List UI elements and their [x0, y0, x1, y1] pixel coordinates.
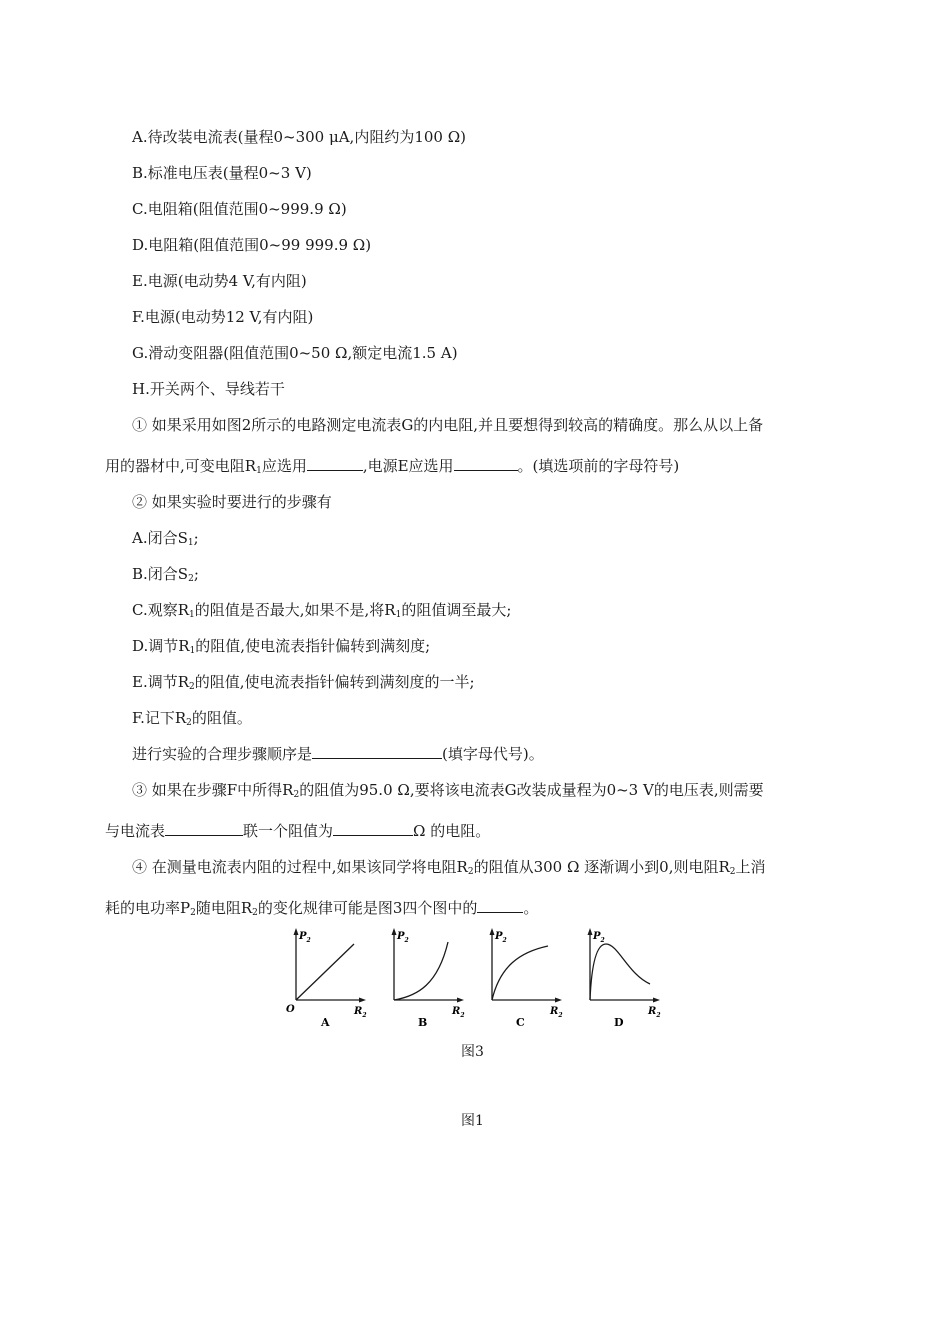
q2-step-a [132, 528, 199, 548]
q2-step-e [132, 672, 475, 692]
q3-line2 [105, 821, 490, 841]
q1-text-c: ,电源E应选用 [362, 457, 454, 475]
q3-blank-resistance[interactable] [333, 821, 413, 836]
graph-b-x-arrow [457, 998, 464, 1003]
step-c-sub: 1 [189, 610, 195, 620]
q2-order-post: (填字母代号)。 [442, 745, 544, 763]
q3-text-a: ③ 如果在步骤F中所得R [132, 781, 294, 799]
q4-sub: 2 [467, 867, 474, 877]
step-e-pre: E.调节R [132, 673, 190, 691]
q4-text-g: 。 [523, 899, 539, 917]
q3-blank-connection[interactable] [165, 821, 243, 836]
q4-line2 [105, 898, 538, 918]
graph-a-y-label: $P_2$ [299, 931, 311, 944]
equipment-f: F.电源(电动势12 V,有内阻) [132, 308, 314, 326]
q3-text-d: 联一个阻值为 [243, 822, 334, 840]
step-b-pre: B.闭合S [132, 565, 189, 583]
q2-step-b [132, 564, 199, 584]
graph-b-y-label: $P_2$ [397, 931, 409, 944]
equipment-d: D.电阻箱(阻值范围0~99 999.9 Ω) [132, 236, 372, 254]
graph-a-label: A [321, 1016, 330, 1029]
q2-step-d [132, 636, 430, 656]
graph-b-curve [394, 942, 448, 1000]
graph-d-label: D [614, 1016, 624, 1029]
q4-blank-answer[interactable] [477, 898, 523, 913]
q3-text-c: 与电流表 [105, 822, 166, 840]
equipment-c: C.电阻箱(阻值范围0~999.9 Ω) [132, 200, 347, 218]
graph-a-y-arrow [294, 928, 299, 935]
graph-a [282, 922, 377, 1032]
step-c-post2: 的阻值调至最大; [401, 601, 512, 619]
q3-text-b: 的阻值为95.0 Ω,要将该电流表G改装成量程为0~3 V的电压表,则需要 [299, 781, 764, 799]
step-a-sub: 1 [187, 538, 194, 548]
graph-c-y-label: $P_2$ [495, 931, 507, 944]
q3-line1 [132, 780, 764, 800]
graph-c [478, 922, 573, 1032]
step-c-sub2: 1 [395, 610, 402, 620]
q2-blank-order[interactable] [312, 744, 442, 759]
q2-order-pre: 进行实验的合理步骤顺序是 [132, 745, 313, 763]
q4-sub4: 2 [252, 908, 258, 918]
graph-c-x-arrow [555, 998, 562, 1003]
q4-line1 [132, 857, 766, 877]
step-d-post: 的阻值,使电流表指针偏转到满刻度; [195, 637, 431, 655]
q3-text-e: Ω 的电阻。 [413, 822, 491, 840]
step-e-sub: 2 [189, 682, 195, 692]
graph-d-x-arrow [653, 998, 660, 1003]
q4-text-a: ④ 在测量电流表内阻的过程中,如果该同学将电阻R [132, 858, 468, 876]
step-d-pre: D.调节R [132, 637, 190, 655]
q2-intro: ② 如果实验时要进行的步骤有 [132, 493, 332, 511]
graph-c-label: C [516, 1016, 525, 1029]
step-f-post: 的阻值。 [191, 709, 252, 727]
graph-b-label: B [418, 1016, 428, 1029]
graph-c-y-arrow [490, 928, 495, 935]
graph-d-y-label: $P_2$ [593, 931, 605, 944]
graph-d-x-label: $R_2$ [648, 1006, 661, 1019]
equipment-e: E.电源(电动势4 V,有内阻) [132, 272, 307, 290]
q1-blank-e[interactable] [454, 456, 518, 471]
step-d-sub: 1 [189, 646, 196, 656]
equipment-b: B.标准电压表(量程0~3 V) [132, 164, 312, 182]
q1-text-a: 用的器材中,可变电阻R [105, 457, 257, 475]
q1-line1: ① 如果采用如图2所示的电路测定电流表G的内电阻,并且要想得到较高的精确度。那么从以上备 [132, 416, 764, 434]
equipment-a: A.待改装电流表(量程0~300 μA,内阻约为100 Ω) [132, 128, 467, 146]
graph-a-origin: O [286, 1004, 295, 1015]
q4-text-f: 的变化规律可能是图3四个图中的 [257, 899, 478, 917]
q1-text-b: 应选用 [261, 457, 307, 475]
figure-3-graphs [282, 922, 672, 1032]
figure-1-caption: 图1 [461, 1113, 484, 1129]
graph-a-x-label: $R_2$ [354, 1006, 367, 1019]
graph-c-curve [492, 946, 548, 1000]
graph-d-y-arrow [588, 928, 593, 935]
equipment-g: G.滑动变阻器(阻值范围0~50 Ω,额定电流1.5 A) [132, 344, 458, 362]
q1-blank-r1[interactable] [307, 456, 363, 471]
step-f-sub: 2 [186, 718, 192, 728]
graph-d [576, 922, 671, 1032]
q1-sub: 1 [256, 466, 262, 476]
graph-c-x-label: $R_2$ [550, 1006, 563, 1019]
graph-b-y-arrow [392, 928, 397, 935]
step-c-post: 的阻值是否最大,如果不是,将R [194, 601, 396, 619]
q4-sub2: 2 [729, 867, 736, 877]
q1-line2 [105, 456, 679, 476]
q1-text-d: 。(填选项前的字母符号) [517, 457, 680, 475]
q4-text-b: 的阻值从300 Ω 逐渐调小到0,则电阻R [473, 858, 730, 876]
figure-3-caption: 图3 [461, 1044, 484, 1060]
equipment-h: H.开关两个、导线若干 [132, 380, 285, 398]
q2-order [132, 744, 544, 764]
step-c-pre: C.观察R [132, 601, 190, 619]
q4-sub3: 2 [190, 908, 196, 918]
graph-b [380, 922, 475, 1032]
graph-d-curve [590, 944, 650, 1000]
step-b-post: ; [193, 565, 199, 583]
q4-text-e: 随电阻R [195, 899, 253, 917]
step-f-pre: F.记下R [132, 709, 187, 727]
q4-text-d: 耗的电功率P [105, 899, 191, 917]
step-a-pre: A.闭合S [132, 529, 188, 547]
q3-sub: 2 [293, 790, 300, 800]
graph-a-x-arrow [359, 998, 366, 1003]
step-e-post: 的阻值,使电流表指针偏转到满刻度的一半; [194, 673, 475, 691]
q2-step-f [132, 708, 252, 728]
q2-step-c [132, 600, 511, 620]
step-a-post: ; [193, 529, 199, 547]
q4-text-c: 上消 [735, 858, 766, 876]
graph-b-x-label: $R_2$ [452, 1006, 465, 1019]
graph-a-curve [296, 944, 354, 1000]
step-b-sub: 2 [188, 574, 194, 584]
